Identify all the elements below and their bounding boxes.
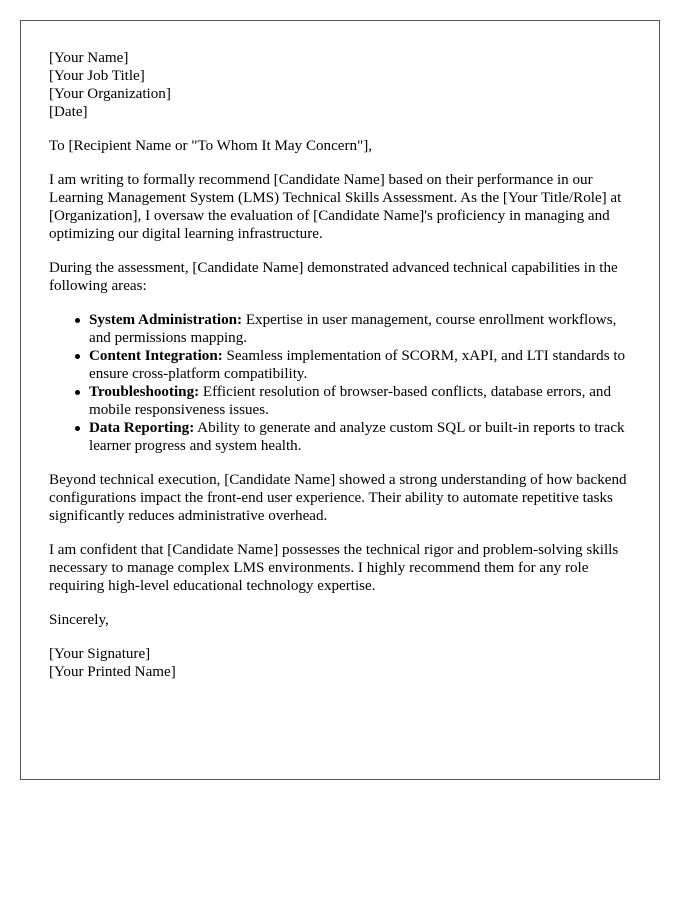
- paragraph-assessment: During the assessment, [Candidate Name] demonstrated advanced technical capabilities in the following areas:: [49, 260, 618, 294]
- letter-page: [20, 20, 660, 780]
- skill-item: [89, 419, 639, 455]
- skill-description: Expertise in user management, course enrollment workflows, and permissions mapping.: [89, 312, 617, 346]
- skill-title: Content Integration:: [89, 348, 223, 364]
- paragraph-intro: I am writing to formally recommend [Candidate Name] based on their performance in our Learning Management System (LMS) Technical Skills Assessment. As the [Your Title/Role] at [Organization], I oversaw the evaluation of [Candidate Name]'s proficiency in managing and optimizing our digital learning infrastructure.: [49, 172, 622, 242]
- paragraph-understanding: Beyond technical execution, [Candidate Name] showed a strong understanding of how backend configurations impact the front-end user experience. Their ability to automate repetitive tasks significantly reduces administrative overhead.: [49, 472, 627, 524]
- sender-organization: [Your Organization]: [49, 86, 171, 102]
- signature: [Your Signature]: [49, 646, 151, 662]
- sender-job-title: [Your Job Title]: [49, 68, 145, 84]
- skill-title: Troubleshooting:: [89, 384, 200, 400]
- letter-date: [Date]: [49, 104, 88, 120]
- sender-name: [Your Name]: [49, 50, 129, 66]
- skill-description: Seamless implementation of SCORM, xAPI, and LTI standards to ensure cross-platform compatibility.: [89, 348, 626, 382]
- skill-item: [89, 383, 639, 419]
- skills-list: [49, 311, 639, 455]
- signature-block: [49, 645, 639, 681]
- paragraph-recommendation: I am confident that [Candidate Name] possesses the technical rigor and problem-solving skills necessary to manage complex LMS environments. I highly recommend them for any role requiring high-level educational technology expertise.: [49, 542, 619, 594]
- skill-description: Efficient resolution of browser-based conflicts, database errors, and mobile responsiveness issues.: [89, 384, 611, 418]
- skill-description: Ability to generate and analyze custom SQL or built-in reports to track learner progress and system health.: [89, 420, 625, 454]
- skill-title: System Administration:: [89, 312, 243, 328]
- printed-name: [Your Printed Name]: [49, 664, 176, 680]
- skill-item: [89, 347, 639, 383]
- salutation: To [Recipient Name or "To Whom It May Concern"],: [49, 138, 373, 154]
- closing: Sincerely,: [49, 612, 109, 628]
- sender-block: [49, 49, 639, 121]
- skill-title: Data Reporting:: [89, 420, 195, 436]
- skill-item: [89, 311, 639, 347]
- letter-content: [49, 49, 639, 681]
